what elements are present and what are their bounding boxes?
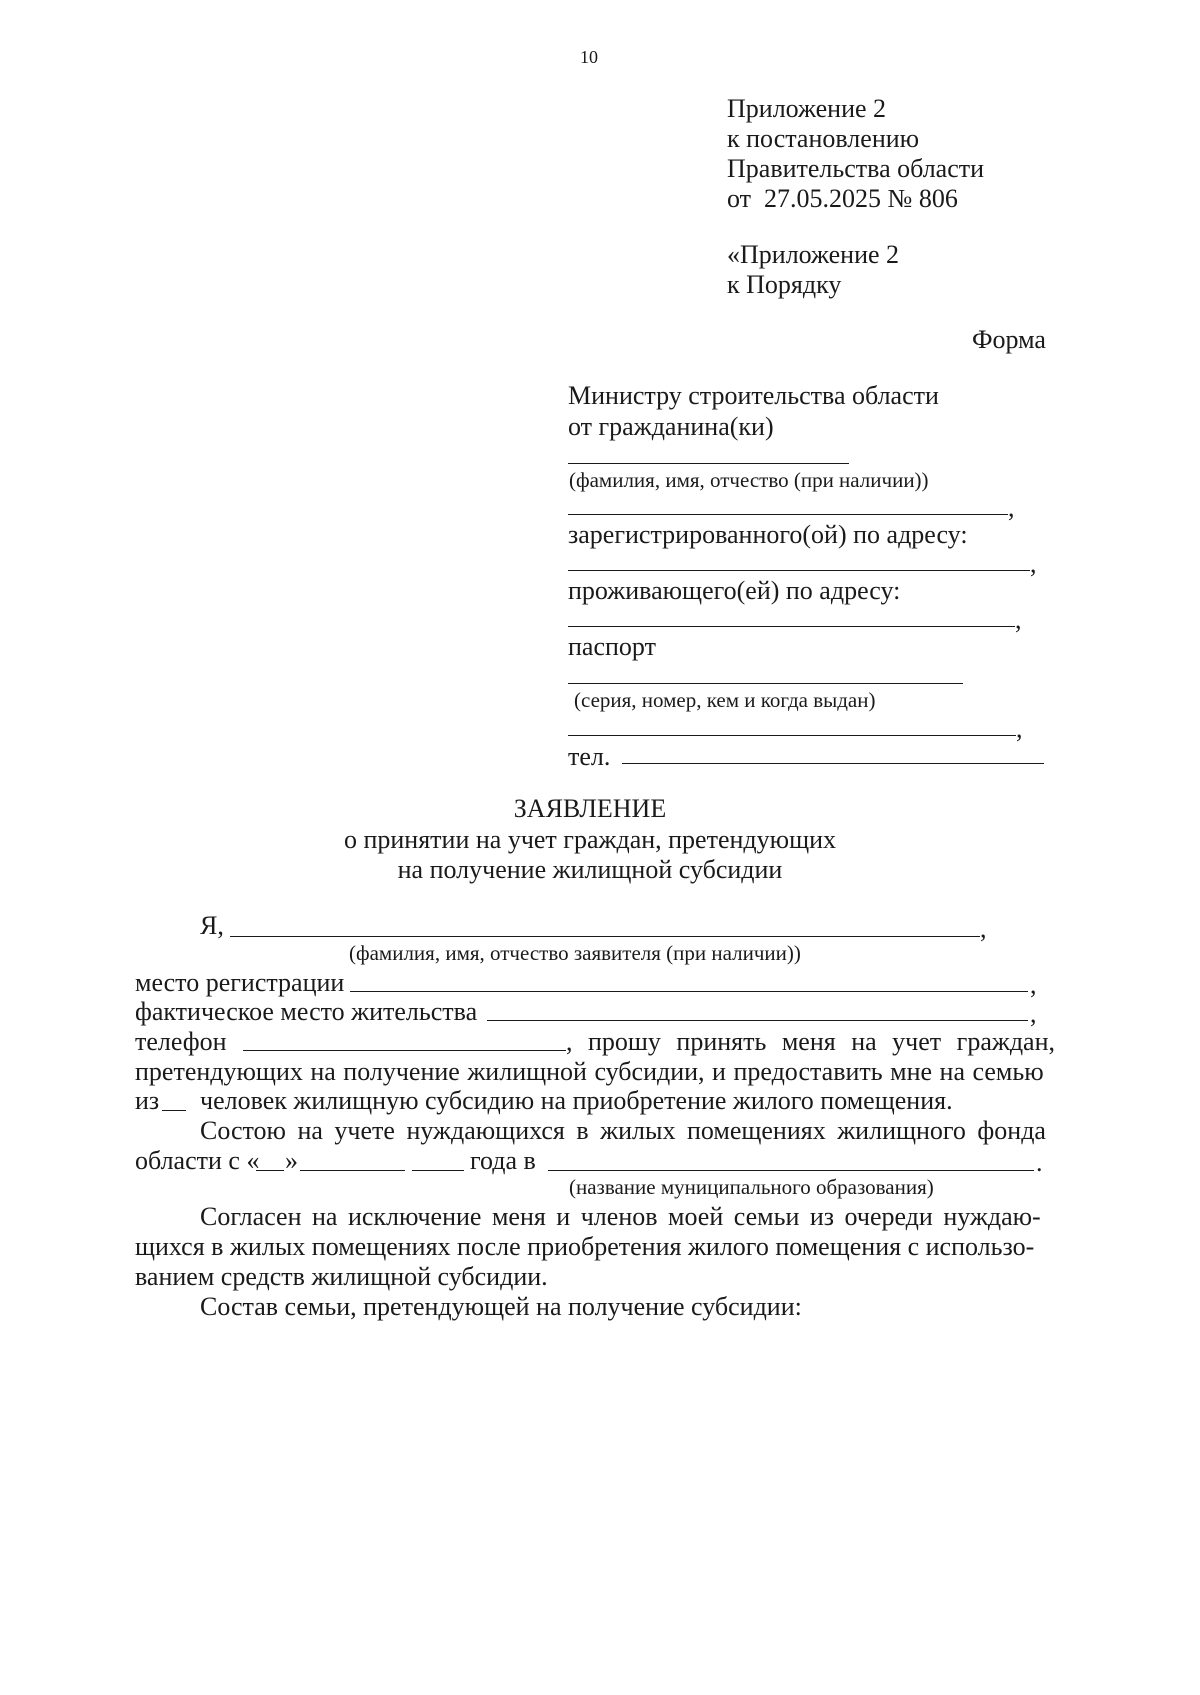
addressee-from: от гражданина(ки) — [568, 412, 774, 441]
applicant-name-caption: (фамилия, имя, отчество заявителя (при наличии)) — [349, 941, 801, 965]
form-label: Форма — [972, 325, 1046, 354]
actual-place-label: фактическое место жительства — [135, 997, 478, 1026]
year-line[interactable] — [412, 1170, 464, 1171]
consent-line: Согласен на исключение меня и членов моей семьи из очереди нуждаю- — [200, 1202, 1041, 1231]
comma: , — [1030, 970, 1037, 999]
comma: , — [1008, 493, 1015, 522]
consent-line: щихся в жилых помещениях после приобретения жилого помещения с использо- — [135, 1232, 1035, 1261]
period: . — [1036, 1148, 1043, 1177]
phone-line[interactable] — [622, 763, 1044, 764]
persons-tail: человек жилищную субсидию на приобретение жилого помещения. — [200, 1086, 953, 1115]
comma: , — [1030, 999, 1037, 1028]
month-line[interactable] — [300, 1170, 405, 1171]
appendix-line: к постановлению — [727, 124, 920, 153]
comma: , — [1030, 549, 1037, 578]
family-composition-label: Состав семьи, претендующей на получение субсидии: — [200, 1292, 802, 1321]
day-line[interactable] — [256, 1170, 284, 1171]
page-number: 10 — [580, 47, 598, 67]
municipality-caption: (название муниципального образования) — [569, 1175, 934, 1199]
ya-label: Я, — [200, 911, 224, 940]
registered-line: Состою на учете нуждающихся в жилых помещениях жилищного фонда — [200, 1116, 1046, 1145]
document-title: ЗАЯВЛЕНИЕ — [513, 794, 667, 823]
document-subtitle: на получение жилищной субсидии — [397, 855, 783, 884]
comma: , — [1016, 714, 1023, 743]
phone-body-line[interactable] — [243, 1050, 566, 1051]
living-address-label: проживающего(ей) по адресу: — [568, 576, 901, 605]
phone-body-label: телефон — [135, 1027, 227, 1056]
living-address-line[interactable] — [568, 626, 1015, 627]
registered-address-line[interactable] — [568, 570, 1030, 571]
family-line: претендующих на получение жилищной субсидии, и предоставить мне на семью — [135, 1057, 1044, 1086]
municipality-line[interactable] — [548, 1170, 1034, 1171]
passport-line[interactable] — [568, 683, 963, 684]
consent-line: ванием средств жилищной субсидии. — [135, 1262, 548, 1291]
comma: , — [980, 914, 987, 943]
citizen-name-caption: (фамилия, имя, отчество (при наличии)) — [569, 468, 929, 492]
registration-place-line[interactable] — [350, 991, 1028, 992]
request-tail — [566, 1027, 1056, 1056]
appendix-date-line: от 27.05.2025 № 806 — [727, 184, 958, 213]
region-since-label: области с « — [135, 1146, 260, 1175]
appendix-line: Правительства области — [727, 154, 985, 183]
phone-label: тел. — [568, 742, 611, 771]
appendix-line: Приложение 2 — [727, 94, 887, 123]
applicant-name-line[interactable] — [230, 936, 980, 937]
citizen-name-line-2[interactable] — [568, 514, 1008, 515]
iz-label: из — [135, 1086, 160, 1115]
year-in-label: года в — [470, 1146, 536, 1175]
passport-label: паспорт — [568, 632, 656, 661]
quote-close: » — [285, 1146, 298, 1175]
registered-address-label: зарегистрированного(ой) по адресу: — [568, 520, 968, 549]
citizen-name-line[interactable] — [568, 463, 849, 464]
addressee-to: Министру строительства области — [568, 381, 939, 410]
passport-line-2[interactable] — [568, 735, 1016, 736]
actual-place-line[interactable] — [487, 1020, 1028, 1021]
comma: , — [1015, 605, 1022, 634]
document-subtitle: о принятии на учет граждан, претендующих — [343, 825, 837, 854]
persons-count-line[interactable] — [162, 1110, 186, 1111]
registration-place-label: место регистрации — [135, 968, 345, 997]
passport-caption: (серия, номер, кем и когда выдан) — [574, 688, 876, 712]
appendix-order-line: к Порядку — [727, 270, 842, 299]
appendix-order-line: «Приложение 2 — [727, 240, 900, 269]
request-tail-text: , прошу принять меня на учет граждан, — [566, 1027, 1056, 1056]
